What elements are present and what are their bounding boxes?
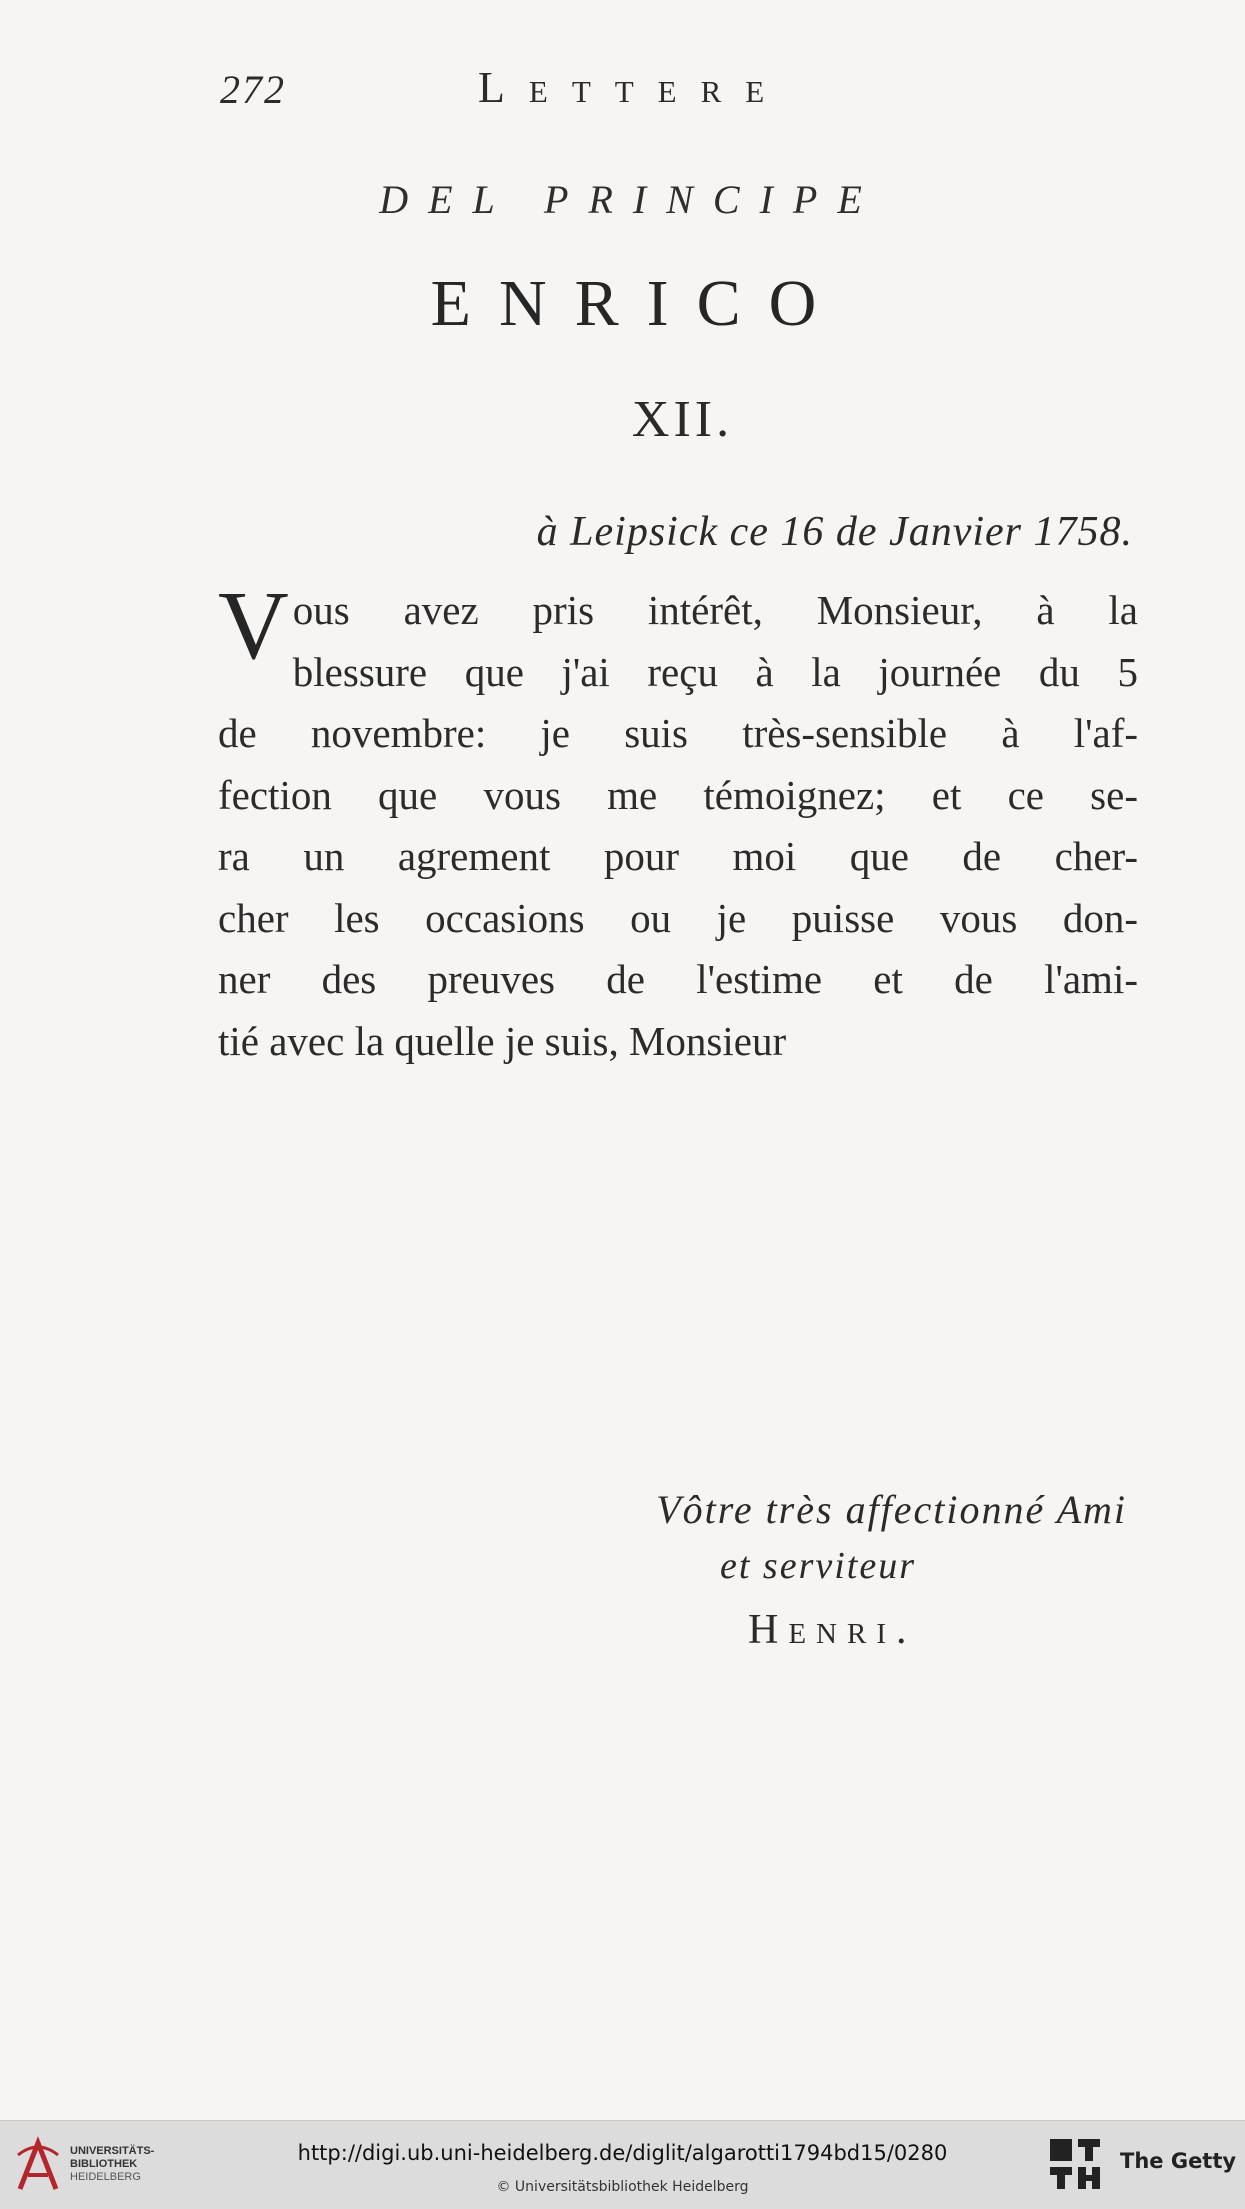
letter-heading-principe: DEL PRINCIPE bbox=[379, 177, 882, 222]
signature: Henri. bbox=[748, 1607, 917, 1653]
page-number: 272 bbox=[220, 67, 286, 112]
closing-serviteur: et serviteur bbox=[720, 1545, 917, 1587]
body-line-8: tié avec la quelle je suis, Monsieur bbox=[218, 1017, 787, 1064]
permalink-url[interactable]: http://digi.ub.uni-heidelberg.de/diglit/algarotti1794bd15/0280 bbox=[297, 2141, 948, 2165]
body-line-6: cher les occasions ou je puisse vous don- bbox=[218, 894, 1138, 941]
body-line-1: ous avez pris intérêt, Monsieur, à la bbox=[292, 587, 1138, 633]
letter-number: XII. bbox=[631, 391, 734, 448]
getty-label[interactable]: The Getty bbox=[1120, 2149, 1237, 2173]
closing-salutation: Vôtre très affectionné Ami bbox=[656, 1487, 1127, 1532]
body-line-5: ra un agrement pour moi que de cher- bbox=[218, 833, 1138, 879]
running-head: Lettere bbox=[478, 63, 789, 112]
drop-cap: V bbox=[218, 572, 289, 680]
body-line-7: ner des preuves de l'estime et de l'ami- bbox=[218, 956, 1138, 1002]
letter-heading-enrico: ENRICO bbox=[430, 267, 845, 340]
library-name-line2: BIBLIOTHEK bbox=[70, 2158, 138, 2170]
letter-body bbox=[218, 572, 1138, 1072]
footer-bar bbox=[0, 2120, 1245, 2209]
dateline: à Leipsick ce 16 de Janvier 1758. bbox=[536, 509, 1133, 555]
body-line-4: fection que vous me témoignez; et ce se- bbox=[218, 771, 1138, 818]
body-line-3: de novembre: je suis très-sensible à l'af- bbox=[218, 710, 1138, 756]
library-name-line3: HEIDELBERG bbox=[70, 2171, 141, 2183]
library-name-line1: UNIVERSITÄTS- bbox=[70, 2145, 155, 2157]
getty-logo-icon bbox=[1048, 2137, 1102, 2191]
copyright-notice: © Universitätsbibliothek Heidelberg bbox=[496, 2179, 749, 2195]
body-line-2: blessure que j'ai reçu à la journée du 5 bbox=[292, 648, 1138, 695]
